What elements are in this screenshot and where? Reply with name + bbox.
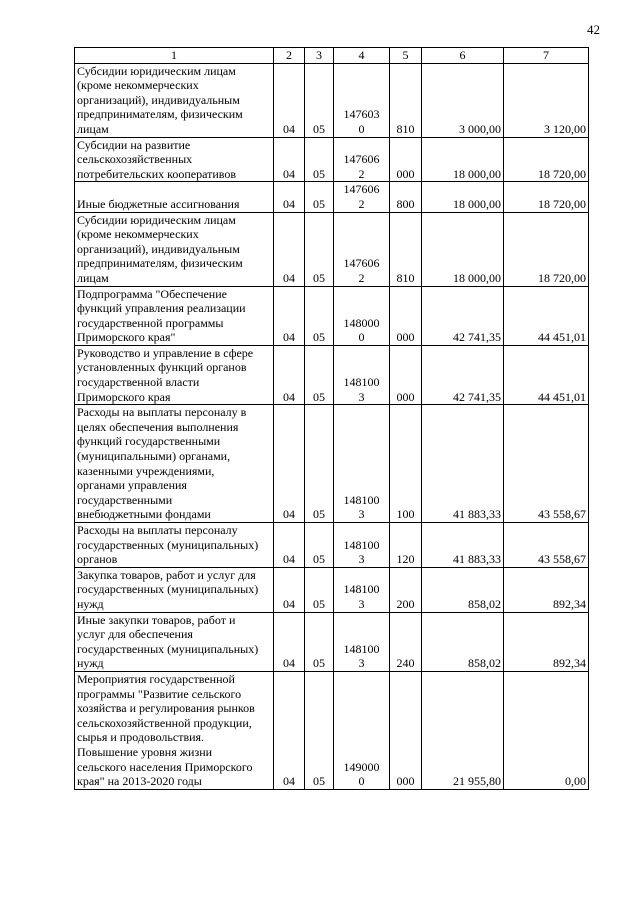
- subsection-code: 05: [305, 182, 334, 212]
- subsection-code: 05: [305, 137, 334, 182]
- target-item-code: 147603 0: [334, 63, 390, 137]
- target-item-code: 148100 3: [334, 612, 390, 671]
- column-header: 4: [334, 48, 390, 64]
- target-item-code: 148000 0: [334, 286, 390, 345]
- page-number: 42: [587, 22, 600, 37]
- section-code: 04: [274, 612, 305, 671]
- column-header: 1: [75, 48, 274, 64]
- section-code: 04: [274, 567, 305, 612]
- target-item-code: 148100 3: [334, 523, 390, 568]
- amount-year-1: 41 883,33: [422, 405, 504, 523]
- amount-year-1: 18 000,00: [422, 137, 504, 182]
- table-row: [75, 63, 589, 137]
- column-header: 5: [390, 48, 422, 64]
- section-code: 04: [274, 405, 305, 523]
- column-header: 2: [274, 48, 305, 64]
- table-row: [75, 286, 589, 345]
- amount-year-1: 18 000,00: [422, 212, 504, 286]
- table-row: [75, 212, 589, 286]
- expense-type-code: 200: [390, 567, 422, 612]
- row-name: Расходы на выплаты персоналу в целях обеспечения выполнения функций государственными (муниципальными) органами, казенными учреждениями, органами управления государственными внебюджетными фондами: [75, 405, 274, 523]
- section-code: 04: [274, 671, 305, 789]
- expense-type-code: 810: [390, 63, 422, 137]
- target-item-code: 148100 3: [334, 405, 390, 523]
- amount-year-2: 44 451,01: [504, 286, 589, 345]
- table-row: [75, 405, 589, 523]
- amount-year-1: 858,02: [422, 612, 504, 671]
- amount-year-2: 3 120,00: [504, 63, 589, 137]
- target-item-code: 149000 0: [334, 671, 390, 789]
- section-code: 04: [274, 137, 305, 182]
- section-code: 04: [274, 212, 305, 286]
- table-row: [75, 182, 589, 212]
- row-name: Субсидии юридическим лицам (кроме некоммерческих организаций), индивидуальным предпринимателям, физическим лицам: [75, 63, 274, 137]
- expense-type-code: 800: [390, 182, 422, 212]
- amount-year-1: 21 955,80: [422, 671, 504, 789]
- amount-year-1: 42 741,35: [422, 345, 504, 404]
- subsection-code: 05: [305, 286, 334, 345]
- amount-year-2: 892,34: [504, 567, 589, 612]
- subsection-code: 05: [305, 612, 334, 671]
- amount-year-2: 0,00: [504, 671, 589, 789]
- amount-year-2: 44 451,01: [504, 345, 589, 404]
- row-name: Подпрограмма "Обеспечение функций управления реализации государственной программы Приморского края": [75, 286, 274, 345]
- table-row: [75, 137, 589, 182]
- subsection-code: 05: [305, 63, 334, 137]
- budget-table: [74, 47, 589, 790]
- amount-year-2: 43 558,67: [504, 405, 589, 523]
- section-code: 04: [274, 286, 305, 345]
- expense-type-code: 000: [390, 345, 422, 404]
- row-name: Иные закупки товаров, работ и услуг для обеспечения государственных (муниципальных) нужд: [75, 612, 274, 671]
- subsection-code: 05: [305, 567, 334, 612]
- table-row: [75, 612, 589, 671]
- column-header: 7: [504, 48, 589, 64]
- expense-type-code: 000: [390, 137, 422, 182]
- expense-type-code: 810: [390, 212, 422, 286]
- expense-type-code: 120: [390, 523, 422, 568]
- expense-type-code: 100: [390, 405, 422, 523]
- target-item-code: 147606 2: [334, 212, 390, 286]
- expense-type-code: 000: [390, 286, 422, 345]
- row-name: Руководство и управление в сфере установленных функций органов государственной власти Приморского края: [75, 345, 274, 404]
- amount-year-2: 18 720,00: [504, 137, 589, 182]
- target-item-code: 147606 2: [334, 182, 390, 212]
- row-name: Расходы на выплаты персоналу государственных (муниципальных) органов: [75, 523, 274, 568]
- row-name: Иные бюджетные ассигнования: [75, 182, 274, 212]
- amount-year-2: 43 558,67: [504, 523, 589, 568]
- row-name: Субсидии на развитие сельскохозяйственных потребительских кооперативов: [75, 137, 274, 182]
- table-header-row: [75, 48, 589, 64]
- table-row: [75, 567, 589, 612]
- subsection-code: 05: [305, 212, 334, 286]
- amount-year-1: 18 000,00: [422, 182, 504, 212]
- expense-type-code: 000: [390, 671, 422, 789]
- target-item-code: 148100 3: [334, 567, 390, 612]
- amount-year-1: 3 000,00: [422, 63, 504, 137]
- expense-type-code: 240: [390, 612, 422, 671]
- row-name: Мероприятия государственной программы "Развитие сельского хозяйства и регулирования рынков сельскохозяйственной продукции, сырья и продовольствия. Повышение уровня жизни сельского населения Приморского края" на 2013-2020 годы: [75, 671, 274, 789]
- amount-year-1: 42 741,35: [422, 286, 504, 345]
- subsection-code: 05: [305, 671, 334, 789]
- subsection-code: 05: [305, 405, 334, 523]
- amount-year-1: 41 883,33: [422, 523, 504, 568]
- target-item-code: 148100 3: [334, 345, 390, 404]
- amount-year-2: 18 720,00: [504, 182, 589, 212]
- subsection-code: 05: [305, 345, 334, 404]
- target-item-code: 147606 2: [334, 137, 390, 182]
- amount-year-1: 858,02: [422, 567, 504, 612]
- section-code: 04: [274, 345, 305, 404]
- table-row: [75, 345, 589, 404]
- subsection-code: 05: [305, 523, 334, 568]
- row-name: Закупка товаров, работ и услуг для государственных (муниципальных) нужд: [75, 567, 274, 612]
- section-code: 04: [274, 63, 305, 137]
- column-header: 6: [422, 48, 504, 64]
- table-row: [75, 671, 589, 789]
- table-row: [75, 523, 589, 568]
- row-name: Субсидии юридическим лицам (кроме некоммерческих организаций), индивидуальным предпринимателям, физическим лицам: [75, 212, 274, 286]
- amount-year-2: 892,34: [504, 612, 589, 671]
- section-code: 04: [274, 523, 305, 568]
- amount-year-2: 18 720,00: [504, 212, 589, 286]
- column-header: 3: [305, 48, 334, 64]
- section-code: 04: [274, 182, 305, 212]
